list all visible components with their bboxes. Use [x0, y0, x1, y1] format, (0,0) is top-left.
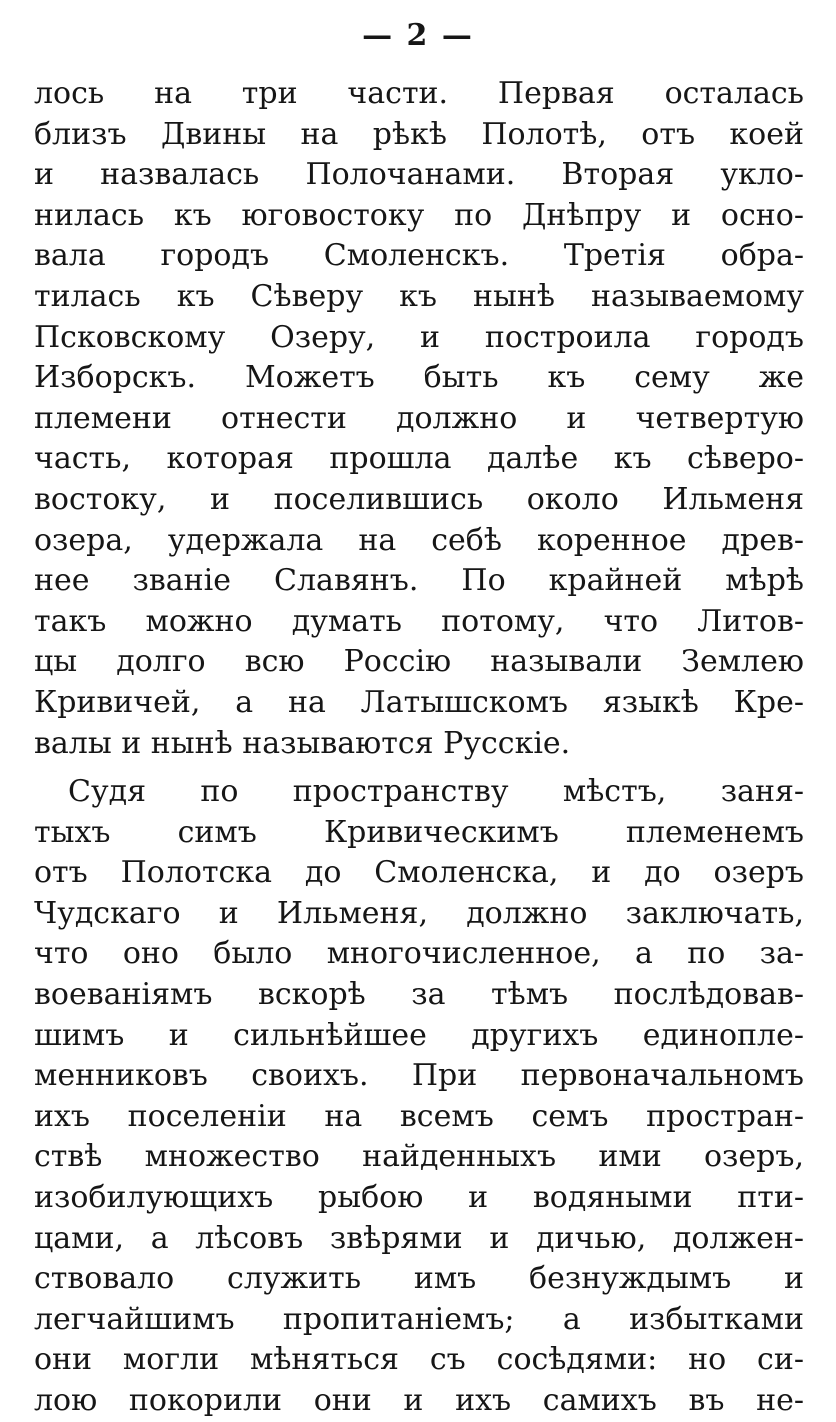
text-line: Кривичей, а на Латышскомъ языкѣ Кре- [34, 684, 804, 720]
page-number: — 2 — [362, 18, 474, 53]
text-line: цы долго всю Россію называли Землею [34, 644, 804, 680]
text-line: Судя по пространству мѣстъ, заня- [68, 774, 804, 810]
text-line: изобилующихъ рыбою и водяными пти- [34, 1180, 804, 1216]
text-line: валы и нынѣ называются Русскіе. [34, 725, 571, 761]
text-line: отъ Полотска до Смоленска, и до озеръ [34, 855, 804, 891]
text-line: востоку, и поселившись около Ильменя [34, 481, 804, 517]
text-line: озера, удержала на себѣ коренное древ- [34, 522, 804, 558]
text-line: лою покорили они и ихъ самихъ въ не- [34, 1383, 804, 1418]
text-line: тыхъ симъ Кривическимъ племенемъ [34, 814, 804, 850]
text-line: Изборскъ. Можетъ быть къ сему же [34, 360, 804, 396]
text-line: легчайшимъ пропитаніемъ; а избытками [34, 1301, 804, 1337]
text-line: менниковъ своихъ. При первоначальномъ [34, 1058, 804, 1094]
text-line: племени отнести должно и четвертую [34, 400, 804, 436]
text-line: что оно было многочисленное, а по за- [34, 936, 804, 972]
text-line: нее званіе Славянъ. По крайней мѣрѣ [34, 563, 804, 599]
text-line: близъ Двины на рѣкѣ Полотѣ, отъ коей [34, 116, 804, 152]
text-line: и назвалась Полочанами. Вторая укло- [34, 157, 804, 193]
text-block [34, 74, 804, 1422]
text-line: часть, которая прошла далѣе къ сѣверо- [34, 441, 804, 477]
paragraph-2 [34, 772, 804, 1422]
text-line: ствѣ множество найденныхъ ими озеръ, [34, 1139, 804, 1175]
text-line: они могли мѣняться съ сосѣдями: но си- [34, 1342, 804, 1378]
text-line: такъ можно думать потому, что Литов- [34, 603, 804, 639]
text-line: Чудскаго и Ильменя, должно заключать, [34, 895, 804, 931]
text-line: нилась къ юговостоку по Днѣпру и осно- [34, 197, 804, 233]
text-line: ствовало служить имъ безнуждымъ и [34, 1261, 804, 1297]
paragraph-1 [34, 74, 804, 764]
text-line: ихъ поселеніи на всемъ семъ простран- [34, 1098, 804, 1134]
text-line: лось на три части. Первая осталась [34, 76, 804, 111]
text-line: тилась къ Сѣверу къ нынѣ называемому [34, 278, 804, 314]
text-line: вала городъ Смоленскъ. Третія обра- [34, 238, 804, 274]
text-line: воеваніямъ вскорѣ за тѣмъ послѣдовав- [34, 977, 804, 1013]
text-line: шимъ и сильнѣйшее другихъ единопле- [34, 1017, 804, 1053]
text-line: цами, а лѣсовъ звѣрями и дичью, должен- [34, 1220, 804, 1256]
text-line: Псковскому Озеру, и построила городъ [34, 319, 804, 355]
